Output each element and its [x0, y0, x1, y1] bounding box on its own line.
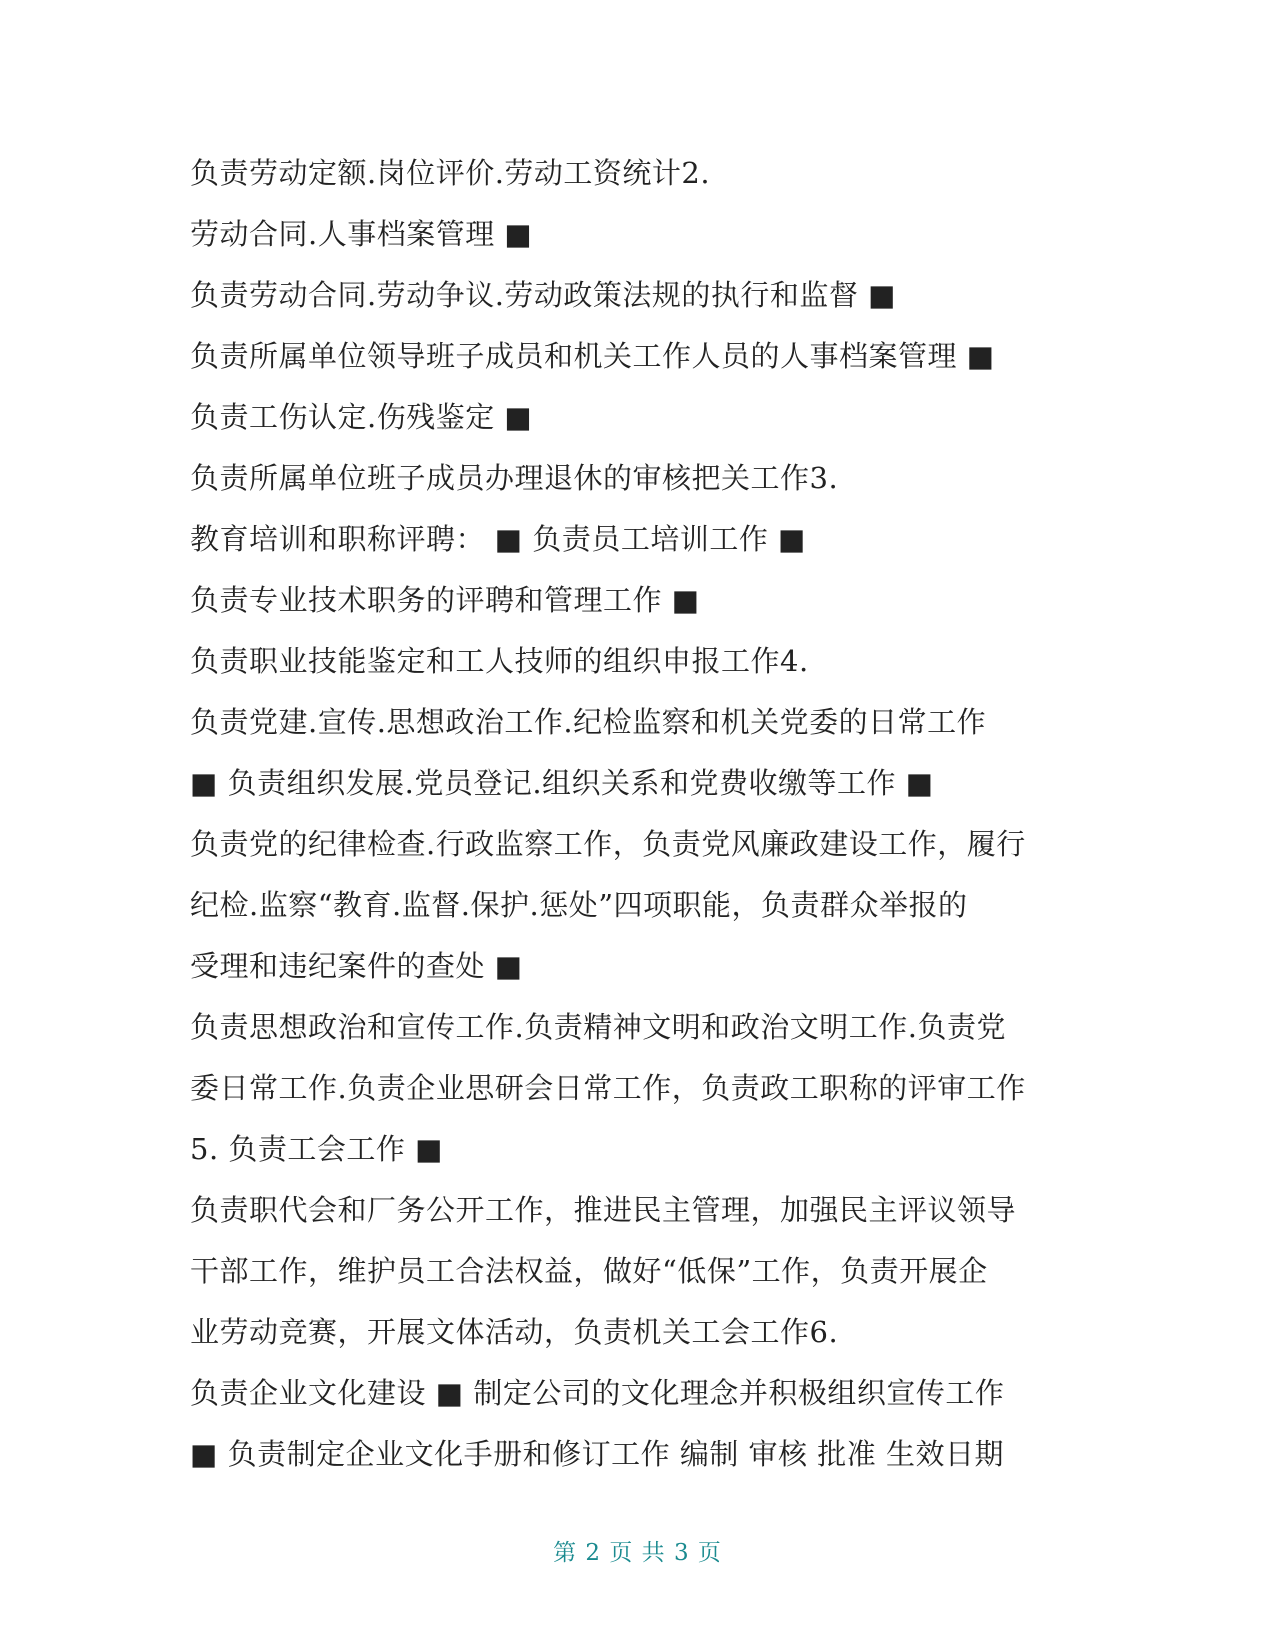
page-number-footer: 第 2 页 共 3 页	[553, 1540, 722, 1566]
text-line: 劳动合同.人事档案管理 ■	[190, 217, 533, 251]
text-line: 负责思想政治和宣传工作.负责精神文明和政治文明工作.负责党	[190, 1010, 1006, 1044]
text-line: 干部工作，维护员工合法权益，做好“低保”工作，负责开展企	[190, 1254, 988, 1288]
text-line: ■ 负责制定企业文化手册和修订工作 编制 审核 批准 生效日期	[190, 1437, 1004, 1471]
text-line: 业劳动竞赛，开展文体活动，负责机关工会工作6.	[190, 1315, 839, 1349]
text-line: 负责职代会和厂务公开工作，推进民主管理，加强民主评议领导	[190, 1193, 1017, 1227]
text-line: 负责职业技能鉴定和工人技师的组织申报工作4.	[190, 644, 809, 678]
text-line: 负责党建.宣传.思想政治工作.纪检监察和机关党委的日常工作	[190, 705, 987, 739]
document-body	[190, 143, 1090, 1485]
text-line: 负责劳动合同.劳动争议.劳动政策法规的执行和监督 ■	[190, 278, 897, 312]
text-line: 负责劳动定额.岗位评价.劳动工资统计2.	[190, 156, 711, 190]
text-line: 受理和违纪案件的查处 ■	[190, 949, 523, 983]
text-line: 委日常工作.负责企业思研会日常工作，负责政工职称的评审工作	[190, 1071, 1026, 1105]
text-line: 负责企业文化建设 ■ 制定公司的文化理念并积极组织宣传工作	[190, 1376, 1005, 1410]
text-line: 纪检.监察“教育.监督.保护.惩处”四项职能，负责群众举报的	[190, 888, 968, 922]
text-line: ■ 负责组织发展.党员登记.组织关系和党费收缴等工作 ■	[190, 766, 934, 800]
text-line: 负责工伤认定.伤残鉴定 ■	[190, 400, 533, 434]
text-line: 负责专业技术职务的评聘和管理工作 ■	[190, 583, 700, 617]
text-line: 教育培训和职称评聘： ■ 负责员工培训工作 ■	[190, 522, 806, 556]
text-line: 负责所属单位领导班子成员和机关工作人员的人事档案管理 ■	[190, 339, 995, 373]
text-line: 负责所属单位班子成员办理退休的审核把关工作3.	[190, 461, 839, 495]
text-line: 负责党的纪律检查.行政监察工作，负责党风廉政建设工作，履行	[190, 827, 1026, 861]
text-line: 5. 负责工会工作 ■	[190, 1132, 444, 1166]
